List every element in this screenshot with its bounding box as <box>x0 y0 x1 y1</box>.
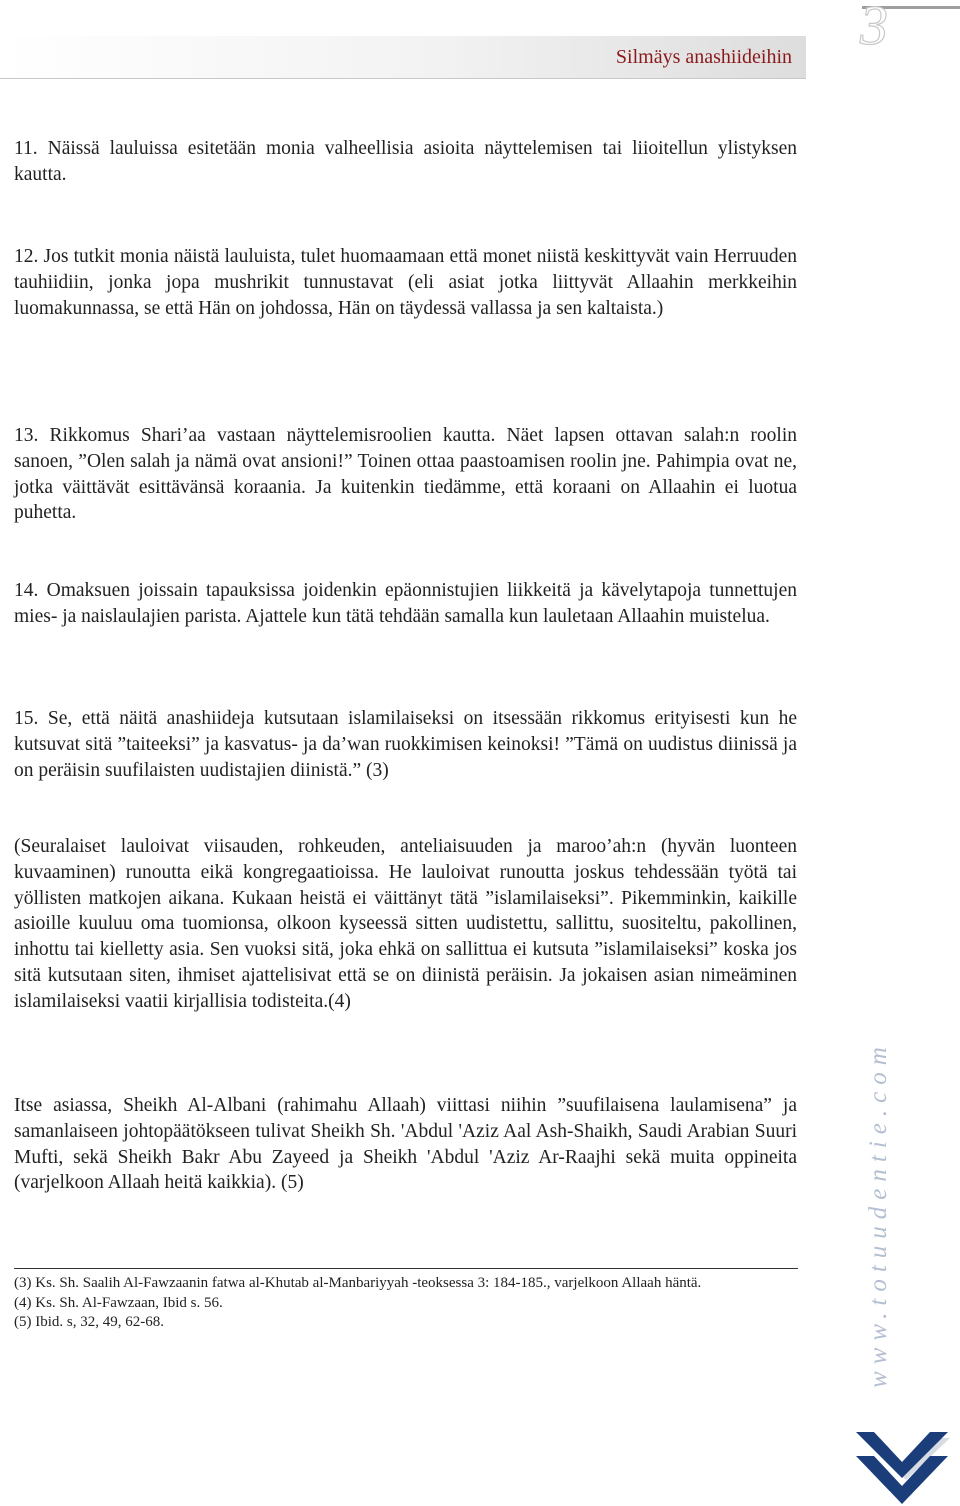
page-number: 3 <box>860 0 888 57</box>
paragraph-15: 15. Se, että näitä anashiideja kutsutaan islamilaiseksi on itsessään rikkomus erityisesti kun he kutsuvat sitä ”taiteeksi” ja kasvatus- ja da’wan ruokkimisen keinoksi! ”Tämä on uudistus diinissä ja on peräisin suufilaisten uudistajien diinistä.” (3) <box>14 708 797 781</box>
footnote-separator <box>14 1268 798 1269</box>
footnote-3: (3) Ks. Sh. Saalih Al-Fawzaanin fatwa al-Khutab al-Manbariyyah -teoksessa 3: 184-185., varjelkoon Allaah häntä. <box>14 1275 702 1291</box>
header-bar <box>0 36 806 79</box>
footnotes <box>14 1274 798 1333</box>
double-chevron-down-icon <box>846 1428 958 1506</box>
paragraph-12: 12. Jos tutkit monia näistä lauluista, tulet huomaamaan että monet niistä keskittyvät vain Herruuden tauhiidiin, jonka jopa mushrikit tunnustavat (eli asiat jotka liittyvät Allaahin merkkeihin luomakunnassa, se että Hän on johdossa, Hän on täydessä vallassa ja sen kaltaista.) <box>14 246 797 319</box>
paragraph-11: 11. Näissä lauluissa esitetään monia valheellisia asioita näyttelemisen tai liioitellun ylistyksen kautta. <box>14 138 797 185</box>
footnote-5: (5) Ibid. s, 32, 49, 62-68. <box>14 1314 164 1330</box>
header-title: Silmäys anashiideihin <box>615 46 792 68</box>
paragraph-itse-asiassa: Itse asiassa, Sheikh Al-Albani (rahimahu Allaah) viittasi niihin ”suufilaisena laulamisena” ja samanlaiseen johtopäätökseen tulivat Sheikh Sh. 'Abdul 'Aziz Aal Ash-Shaikh, Saudi Arabian Suuri Mufti, sekä Sheikh Bakr Abu Zayeed ja Sheikh 'Abdul 'Aziz Ar-Raajhi sekä muita oppineita (varjelkoon Allaah heitä kaikkia). (5) <box>14 1095 797 1194</box>
paragraph-13: 13. Rikkomus Shari’aa vastaan näyttelemisroolien kautta. Näet lapsen ottavan salah:n roolin sanoen, ”Olen salah ja nämä ovat ansioni!” Toinen ottaa paastoamisen roolin jne. Pahimpia ovat ne, jotka väittävät esittävänsä koraania. Ja kuitenkin tiedämme, että koraani on Allaahin ei luotua puhetta. <box>14 425 797 524</box>
site-url-vertical[interactable]: www.totuudentie.com <box>865 1040 892 1388</box>
paragraph-14: 14. Omaksuen joissain tapauksissa joidenkin epäonnistujien liikkeitä ja kävelytapoja tunnettujen mies- ja naislaulajien parista. Ajattele kun tätä tehdään samalla kun lauletaan Allaahin muistelua. <box>14 580 797 627</box>
footnote-4: (4) Ks. Sh. Al-Fawzaan, Ibid s. 56. <box>14 1294 223 1311</box>
chevron-upper-icon <box>856 1432 948 1478</box>
paragraph-seuralaiset: (Seuralaiset lauloivat viisauden, rohkeuden, anteliaisuuden ja maroo’ah:n (hyvän luonteen kuvaaminen) runoutta eikä kongregaatioissa. He lauloivat runoutta joskus tehdessään työtä tai yöllisten matkojen aikana. Kukaan heistä ei väittänyt tätä ”islamilaiseksi”. Pikemminkin, kaikille asioille kuuluu oma tuomionsa, olkoon kyseessä sitten uudistettu, sallittu, suositeltu, pakollinen, inhottu tai kielletty asia. Sen vuoksi sitä, joka ehkä on sallittua ei kutsuta ”islamilaiseksi” koska jos sitä kutsutaan siten, ihmiset ajattelisivat että se on diinistä peräisin. Ja jokaisen asian nimeäminen islamilaiseksi vaatii kirjallisia todisteita.(4) <box>14 836 797 1012</box>
